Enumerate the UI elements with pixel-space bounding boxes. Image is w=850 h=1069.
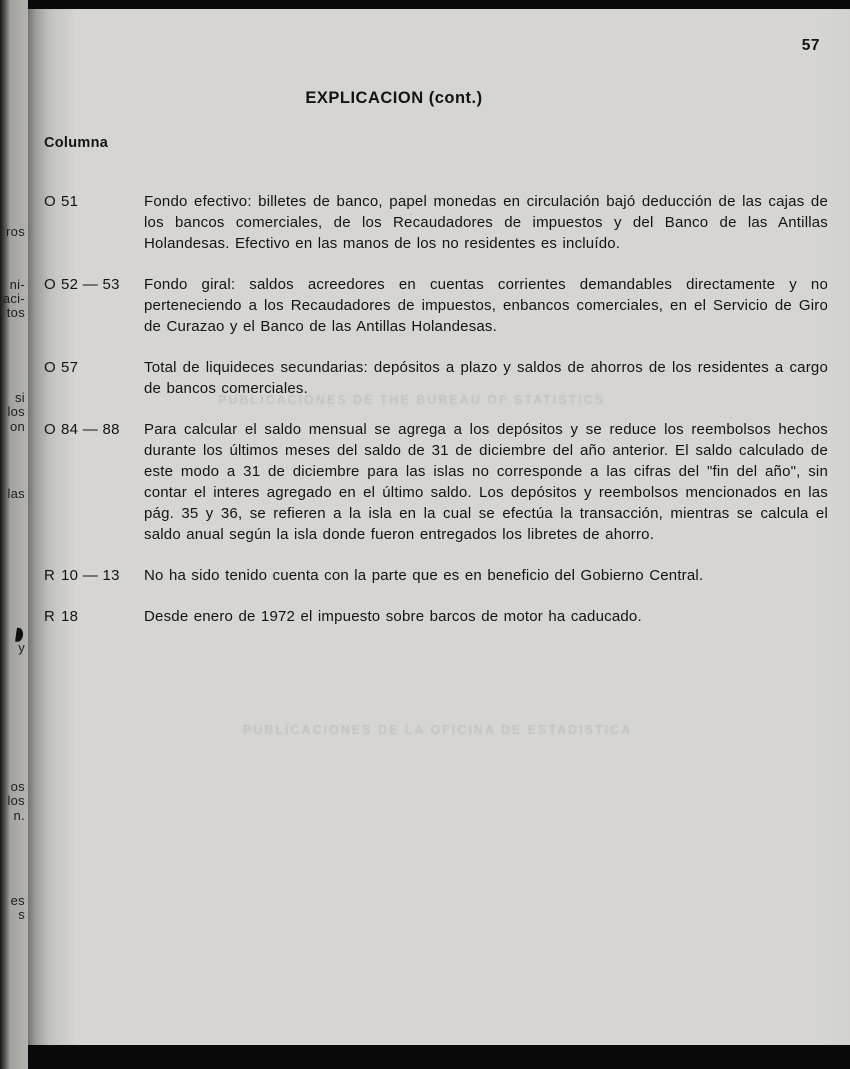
scanned-page xyxy=(28,9,850,1045)
entry-text: Fondo giral: saldos acreedores en cuentas corrientes demandables directamente y no perteneciendo a los Recaudadores de impuestos, enbancos comerciales, en el Servicio de Giro de Curazao y el Banco de las Antillas Holandesas. xyxy=(144,276,828,335)
entry-text: Fondo efectivo: billetes de banco, papel monedas en circulación bajó deducción de las cajas de los bancos comerciales, de los Recaudadores de impuestos y del Banco de las Antillas Holandesas. Efectivo en las manos de los no residentes es incluído. xyxy=(144,193,828,252)
entry-numbers: 52 — 53 xyxy=(61,276,120,293)
column-header: Columna xyxy=(44,135,109,151)
page-title: EXPLICACION (cont.) xyxy=(305,89,483,107)
entry-numbers: 84 — 88 xyxy=(61,421,120,438)
margin-fragment: tos xyxy=(6,305,25,320)
entry-r-10-13 xyxy=(44,565,828,586)
entry-label xyxy=(44,274,144,295)
margin-fragment: si xyxy=(15,390,25,405)
margin-fragment: los xyxy=(7,793,25,808)
margin-fragment: aci- xyxy=(2,291,25,306)
entry-r-18 xyxy=(44,606,828,627)
entry-text: Total de liquideces secundarias: depósitos a plazo y saldos de ahorros de los residentes a cargo de bancos comerciales. xyxy=(144,359,828,397)
entry-o-51 xyxy=(44,191,828,254)
entry-o-52-53 xyxy=(44,274,828,337)
entry-letter: R xyxy=(44,608,56,625)
entry-text: Para calcular el saldo mensual se agrega a los depósitos y se reduce los reembolsos hechos durante los últimos meses del saldo de 31 de diciembre del año anterior. El saldo calculado de este modo a 31 de diciembre para las islas no corresponde a las cifras del "fin del año", sin contar el interes agregado en el último saldo. Los depósitos y reembolsos mencionados en las pág. 35 y 36, se refieren a la isla en la cual se efectúa la transacción, mientras se calcula el saldo anual según la isla donde fueron entregados los libretes de ahorro. xyxy=(144,421,828,543)
entry-numbers: 57 xyxy=(61,359,79,376)
entry-text: No ha sido tenido cuenta con la parte que es en beneficio del Gobierno Central. xyxy=(144,567,704,584)
entry-numbers: 10 — 13 xyxy=(61,567,120,584)
margin-fragment: s xyxy=(18,907,25,922)
margin-fragment: y xyxy=(18,640,25,655)
margin-fragment: es xyxy=(10,893,25,908)
entry-label xyxy=(44,191,144,212)
showthrough-text: PUBLICACIONES DE THE BUREAU OF STATISTICS xyxy=(218,393,606,407)
entry-letter: O xyxy=(44,359,56,376)
adjacent-page-edge xyxy=(0,0,28,1069)
entry-o-84-88 xyxy=(44,419,828,545)
page-number: 57 xyxy=(801,37,820,54)
entry-letter: O xyxy=(44,421,56,438)
margin-fragment: los xyxy=(7,404,25,419)
margin-fragment: ros xyxy=(6,224,25,239)
entry-label xyxy=(44,565,144,586)
entry-letter: O xyxy=(44,193,56,210)
margin-fragment: las xyxy=(7,486,25,501)
entry-label xyxy=(44,357,144,378)
margin-fragment: os xyxy=(10,779,25,794)
margin-fragment: n. xyxy=(13,808,25,823)
margin-fragment: on xyxy=(9,419,25,434)
showthrough-text: PUBLICACIONES DE LA OFICINA DE ESTADISTICA xyxy=(243,723,633,737)
explanation-entries xyxy=(44,191,828,647)
margin-fragment: ni- xyxy=(9,277,25,292)
entry-label xyxy=(44,419,144,440)
entry-numbers: 51 xyxy=(61,193,79,210)
title-row xyxy=(28,89,850,108)
entry-letter: O xyxy=(44,276,56,293)
entry-label xyxy=(44,606,144,627)
entry-text: Desde enero de 1972 el impuesto sobre barcos de motor ha caducado. xyxy=(144,608,642,625)
entry-letter: R xyxy=(44,567,56,584)
entry-numbers: 18 xyxy=(61,608,79,625)
